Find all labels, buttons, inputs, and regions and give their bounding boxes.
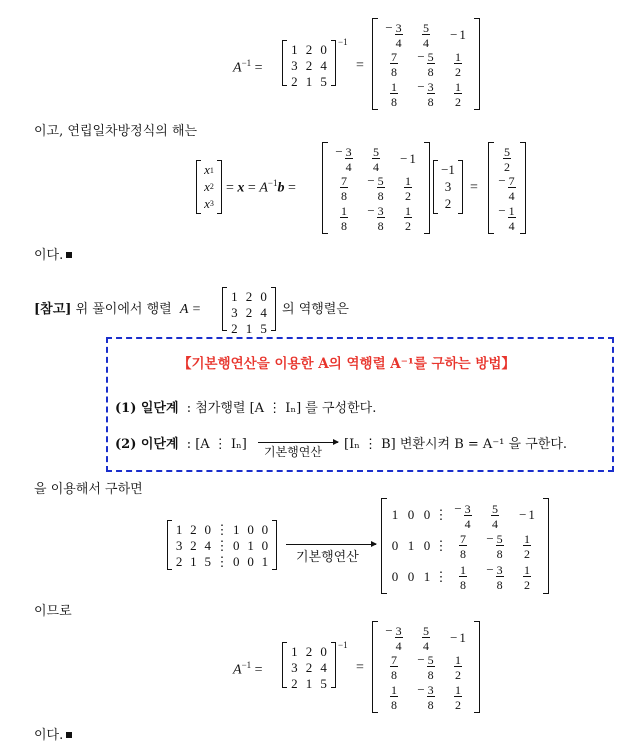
matrix-entry: 0 (407, 568, 415, 584)
matrix-entry: − 1 (450, 26, 466, 42)
note-tail: 의 역행렬은 (282, 302, 349, 317)
eq1-lhs: $A^{-1}$ = (233, 58, 263, 76)
matrix-entry: 0 (233, 538, 240, 553)
matrix-entry: − $\frac{5}{8}$ (486, 531, 503, 562)
matrix-entry: $\frac{7}{8}$ (460, 532, 466, 562)
matrix-entry: $\frac{1}{2}$ (405, 174, 411, 204)
matrix-entry: 0 (407, 507, 415, 523)
matrix-entry: $\frac{7}{8}$ (341, 174, 347, 204)
matrix-a-1 (282, 40, 336, 89)
note-line: [참고] 위 풀이에서 행렬 A = (34, 302, 202, 317)
matrix-entry: − 1 (450, 629, 466, 645)
matrix-entry: 4 (320, 58, 327, 73)
matrix-entry: − 1 (519, 507, 535, 523)
matrix-entry: 0 (247, 554, 254, 569)
row-op-arrow (286, 544, 376, 545)
matrix-entry: ⋮ (434, 507, 448, 523)
text-ida-2: 이다. (34, 724, 72, 743)
vector-entry: 3 (444, 178, 452, 194)
eq1-equals: = (356, 58, 364, 73)
step2-label: (2) 이단계 (115, 437, 179, 452)
matrix-entry: 1 (291, 644, 298, 659)
matrix-entry: 0 (423, 507, 431, 523)
matrix-entry: $\frac{1}{2}$ (455, 682, 461, 712)
matrix-entry: 4 (204, 538, 211, 553)
matrix-entry: − $\frac{3}{4}$ (454, 500, 471, 531)
matrix-entry: 3 (291, 660, 298, 675)
step1-label: (1) 일단계 (115, 401, 179, 416)
x-vector: x 1 x 2 x 3 (196, 160, 222, 214)
solution-vector (488, 142, 526, 234)
matrix-entry: − 1 (400, 150, 416, 166)
matrix-entry: 1 (407, 537, 415, 553)
row-op-label: 기본행연산 (296, 550, 359, 565)
matrix-entry: $\frac{1}{2}$ (455, 50, 461, 80)
matrix-entry: 1 (190, 554, 197, 569)
matrix-entry: $\frac{5}{4}$ (423, 624, 429, 654)
eq3-lhs: $A^{-1}$ = (233, 660, 263, 678)
matrix-entry: ⋮ (215, 538, 229, 553)
text-imeuro: 이므로 (34, 604, 72, 619)
method-title: 【기본행연산을 이용한 A의 역행렬 A⁻¹를 구하는 방법】 (178, 356, 515, 372)
matrix-entry: 1 (305, 676, 313, 691)
step1-text: : 첨가행렬 [A ⋮ Iₙ] 를 구성한다. (186, 401, 377, 416)
matrix-entry: 1 (231, 289, 238, 304)
matrix-entry: ⋮ (434, 537, 448, 553)
b-vector (433, 160, 463, 214)
matrix-entry: − $\frac{3}{8}$ (417, 78, 434, 109)
end-mark-1 (66, 252, 72, 258)
matrix-entry: $\frac{1}{8}$ (341, 203, 347, 233)
matrix-entry: − $\frac{3}{4}$ (335, 144, 352, 175)
eq3-equals: = (356, 660, 364, 675)
matrix-entry: $\frac{1}{8}$ (391, 79, 397, 109)
matrix-entry: 1 (305, 74, 313, 89)
matrix-entry: 3 (175, 538, 183, 553)
eq2-equals: = (470, 180, 478, 195)
inverse-matrix-2 (322, 142, 430, 234)
end-mark-2 (66, 732, 72, 738)
matrix-entry: − $\frac{5}{8}$ (417, 652, 434, 683)
matrix-entry: − $\frac{3}{8}$ (367, 202, 384, 233)
matrix-entry: − $\frac{3}{4}$ (385, 20, 402, 51)
vector-entry: − $\frac{7}{4}$ (498, 173, 515, 204)
matrix-entry: − $\frac{5}{8}$ (417, 49, 434, 80)
matrix-entry: $\frac{1}{2}$ (455, 653, 461, 683)
matrix-entry: 0 (423, 537, 431, 553)
matrix-entry: 2 (305, 58, 313, 73)
matrix-entry: $\frac{1}{2}$ (524, 532, 530, 562)
matrix-entry: 0 (391, 537, 399, 553)
matrix-a-note (222, 287, 276, 336)
vector-entry: −1 (441, 162, 455, 178)
matrix-entry: 2 (175, 554, 183, 569)
matrix-entry: 1 (233, 522, 240, 537)
matrix-entry: $\frac{1}{2}$ (455, 79, 461, 109)
matrix-entry: 0 (260, 289, 267, 304)
matrix-entry: 0 (391, 568, 399, 584)
text-solution-intro: 이고, 연립일차방정식의 해는 (34, 124, 198, 139)
matrix-entry: 5 (260, 321, 267, 336)
matrix-entry: 1 (245, 321, 253, 336)
text-compute: 을 이용해서 구하면 (34, 482, 143, 497)
matrix-entry: 0 (247, 522, 254, 537)
matrix-entry: 1 (291, 42, 298, 57)
matrix-entry: 5 (204, 554, 211, 569)
vector-entry: 2 (444, 195, 452, 211)
matrix-entry: $\frac{5}{4}$ (373, 145, 379, 175)
matrix-entry: 5 (320, 676, 327, 691)
matrix-entry: 2 (245, 305, 253, 320)
matrix-entry: 0 (233, 554, 240, 569)
matrix-entry: − $\frac{5}{8}$ (367, 173, 384, 204)
matrix-entry: − $\frac{3}{8}$ (417, 681, 434, 712)
matrix-entry: $\frac{1}{2}$ (405, 203, 411, 233)
matrix-entry: − $\frac{3}{4}$ (385, 623, 402, 654)
matrix-entry: $\frac{5}{4}$ (423, 21, 429, 51)
matrix-entry: $\frac{5}{4}$ (492, 501, 498, 531)
eq2-middle: = $x = A^{-1}b$ = (226, 178, 296, 196)
matrix-entry: 2 (305, 42, 313, 57)
matrix-entry: 0 (204, 522, 211, 537)
matrix-entry: 1 (391, 507, 399, 523)
matrix-entry: $\frac{7}{8}$ (391, 653, 397, 683)
matrix-a-3 (282, 642, 336, 691)
matrix-entry: 5 (320, 74, 327, 89)
step1 (115, 397, 376, 416)
matrix-entry: 0 (261, 538, 269, 553)
matrix-entry: 1 (247, 538, 254, 553)
matrix-entry: 2 (305, 660, 313, 675)
matrix-entry: 1 (261, 554, 269, 569)
matrix-entry: 1 (175, 522, 183, 537)
matrix-entry: 3 (231, 305, 238, 320)
inv-sup-3: −1 (338, 640, 348, 650)
augmented-matrix (167, 520, 277, 570)
matrix-entry: ⋮ (434, 568, 448, 584)
matrix-entry: 4 (320, 660, 327, 675)
matrix-entry: ⋮ (215, 554, 229, 569)
matrix-entry: 1 (423, 568, 431, 584)
matrix-entry: − $\frac{3}{8}$ (486, 562, 503, 593)
step2-arrow-label: 기본행연산 (264, 445, 322, 459)
matrix-entry: 0 (261, 522, 269, 537)
matrix-entry: 4 (260, 305, 267, 320)
matrix-entry: 2 (190, 538, 197, 553)
inverse-matrix-1 (372, 18, 480, 110)
matrix-entry: 2 (190, 522, 197, 537)
step2 (115, 433, 247, 452)
matrix-entry: $\frac{7}{8}$ (391, 50, 397, 80)
matrix-entry: ⋮ (215, 522, 229, 537)
vector-entry: − $\frac{1}{4}$ (498, 202, 515, 233)
matrix-entry: $\frac{1}{8}$ (391, 682, 397, 712)
matrix-entry: 2 (245, 289, 253, 304)
matrix-entry: $\frac{1}{2}$ (524, 563, 530, 593)
vector-entry: $\frac{5}{2}$ (504, 145, 510, 175)
matrix-entry: 2 (291, 676, 298, 691)
matrix-entry: 0 (320, 42, 327, 57)
inv-sup-1: −1 (338, 37, 348, 47)
result-matrix (381, 498, 549, 594)
step2-post: [Iₙ ⋮ B] 변환시켜 B = A⁻¹ 을 구한다. (344, 437, 568, 452)
matrix-entry: 3 (291, 58, 298, 73)
matrix-entry: 2 (231, 321, 238, 336)
matrix-entry: 2 (291, 74, 298, 89)
matrix-entry: $\frac{1}{8}$ (460, 563, 466, 593)
matrix-entry: 2 (305, 644, 313, 659)
matrix-entry: 0 (320, 644, 327, 659)
inverse-matrix-3 (372, 621, 480, 713)
step2-pre: : [A ⋮ Iₙ] (186, 437, 247, 452)
text-ida-1: 이다. (34, 244, 72, 263)
